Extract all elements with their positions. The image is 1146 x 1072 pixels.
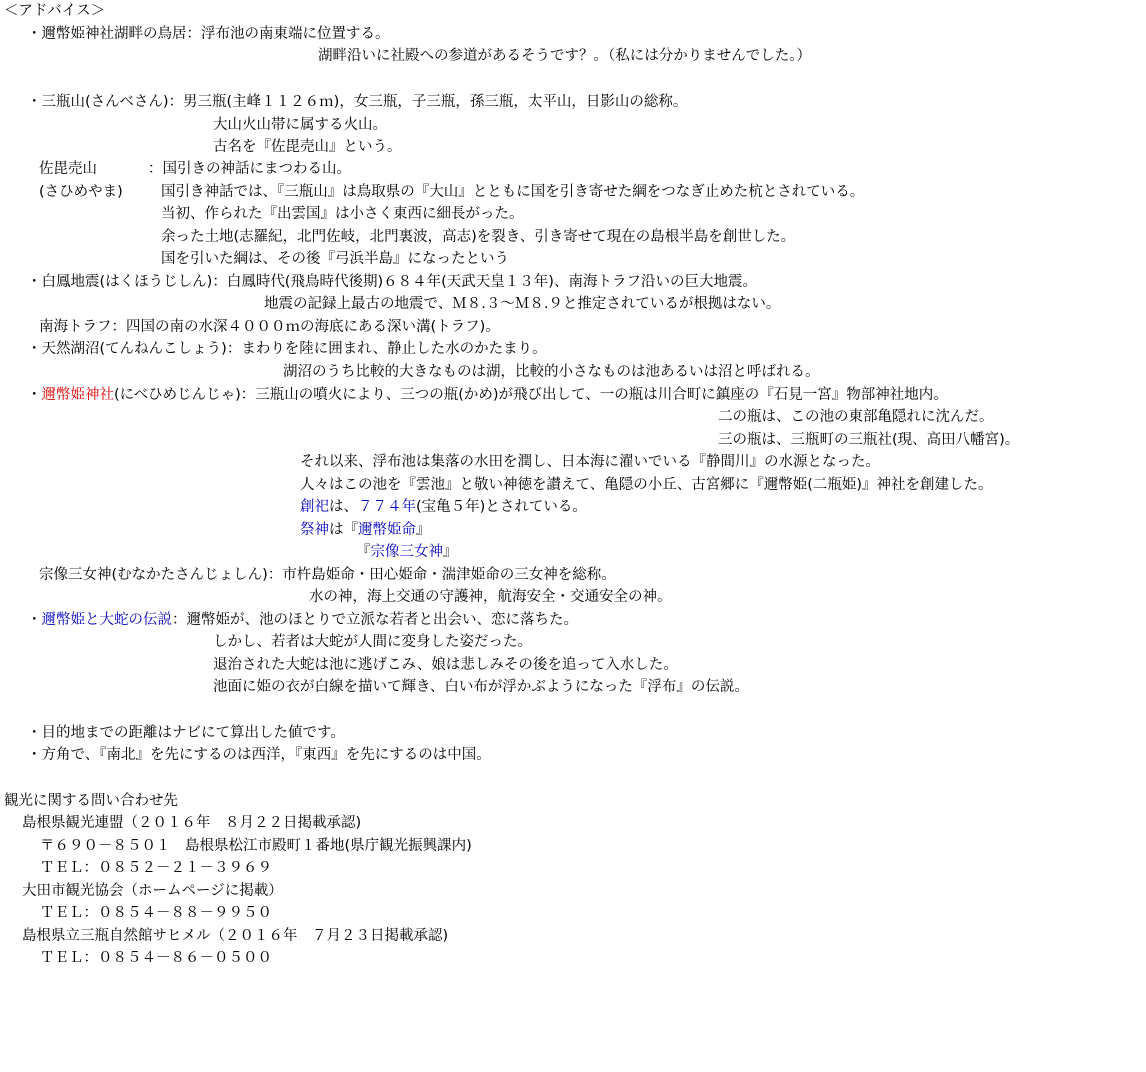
founded-tail: (宝亀５年)とされている。 <box>416 499 587 515</box>
sahime-def-4: 余った土地(志羅紀，北門佐岐，北門裏波，高志)を裂き、引き寄せて現在の島根半島を創世した。 <box>161 229 796 245</box>
sahimel-name: 島根県立三瓶自然館サヒメル（２０１６年 ７月２３日掲載承認) <box>22 928 449 944</box>
nankai-line: 南海トラフ：四国の南の水深４０００ｍの海底にある深い溝(トラフ)。 <box>39 319 500 335</box>
sanbe-line-1: ・三瓶山(さんべさん)：男三瓶(主峰１１２６ｍ)，女三瓶，子三瓶，孫三瓶，太平山，日影山の総称。 <box>27 94 688 110</box>
contacts-heading: 観光に関する問い合わせ先 <box>4 793 178 809</box>
founded-year: ７７４年 <box>358 499 416 515</box>
deity-2-close: 』 <box>443 544 458 560</box>
oda-name: 大田市観光協会（ホームページに掲載） <box>22 883 283 899</box>
koshou-line-2: 湖沼のうち比較的大きなものは湖，比較的小さなものは池あるいは沼と呼ばれる。 <box>283 364 820 380</box>
legend-line-1 <box>27 609 578 631</box>
munakata-line-1: 宗像三女神(むなかたさんじょしん)：市杵島姫命・田心姫命・湍津姫命の三女神を総称。 <box>39 567 616 583</box>
shimane-address: 〒６９０－８５０１ 島根県松江市殿町１番地(県庁観光振興課内) <box>40 838 472 854</box>
sahime-def-3: 当初、作られた『出雲国』は小さく東西に細長がった。 <box>161 206 524 222</box>
legend-line-2: しかし、若者は大蛇が人間に変身した姿だった。 <box>213 634 532 650</box>
deity-close: 』 <box>416 522 431 538</box>
legend-title: 邇幣姫と大蛇の伝説 <box>41 612 172 628</box>
munakata-line-2: 水の神，海上交通の守護神，航海安全・交通安全の神。 <box>309 589 672 605</box>
shimane-name: 島根県観光連盟（２０１６年 ８月２２日掲載承認) <box>22 815 362 831</box>
shrine-founded <box>300 496 587 518</box>
sahime-def-1: ：国引きの神話にまつわる山。 <box>148 161 351 177</box>
shrine-line-5: 人々はこの池を『雲池』と敬い神徳を讃えて、亀隠の小丘、古宮郷に『邇幣姫(二瓶姫)』神社を創建した。 <box>300 477 993 493</box>
sahime-def-2: 国引き神話では、『三瓶山』は鳥取県の『大山』とともに国を引き寄せた綱をつなぎ止めた杭とされている。 <box>161 184 865 200</box>
torii-line-2: 湖畔沿いに社殿への参道があるそうです？。（私には分かりませんでした。） <box>318 48 811 64</box>
oda-tel: ＴＥＬ：０８５４－８８－９９５０ <box>40 905 272 921</box>
deity-2-open: 『 <box>356 544 371 560</box>
deity-label: 祭神 <box>300 522 329 538</box>
shrine-deity-1 <box>300 519 431 541</box>
legend-line-3: 退治された大蛇は池に逃げこみ、娘は悲しみその後を追って入水した。 <box>213 657 678 673</box>
sanbe-line-3: 古名を『佐毘売山』という。 <box>213 139 402 155</box>
hakuho-line-1: ・白鳳地震(はくほうじしん)：白鳳時代(飛鳥時代後期)６８４年(天武天皇１３年)、南海トラフ沿いの巨大地震。 <box>27 274 757 290</box>
shrine-deity-2 <box>356 541 458 563</box>
shrine-line-2: 二の瓶は、この池の東部亀隠れに沈んだ。 <box>718 409 994 425</box>
shrine-bullet: ・ <box>27 387 42 403</box>
sahime-reading: (さひめやま) <box>39 184 123 200</box>
founded-label: 創祀 <box>300 499 329 515</box>
sanbe-line-2: 大山火山帯に属する火山。 <box>213 117 387 133</box>
founded-mid: は、 <box>329 499 358 515</box>
advice-heading: ＜アドバイス＞ <box>4 3 106 19</box>
hakuho-line-2: 地震の記録上最古の地震で、Ｍ８.３～Ｍ８.９と推定されているが根拠はない。 <box>264 296 781 312</box>
shrine-line-4: それ以来、浮布池は集落の水田を潤し、日本海に濯いでいる『静間川』の水源となった。 <box>300 454 880 470</box>
shrine-line-1-rest: (にべひめじんじゃ)：三瓶山の噴火により、三つの瓶(かめ)が飛び出して、一の瓶は川合町に鎮座の『石見一宮』物部神社地内。 <box>114 387 948 403</box>
shrine-line-1 <box>27 384 948 406</box>
shrine-line-3: 三の瓶は、三瓶町の三瓶社(現、高田八幡宮)。 <box>718 432 1020 448</box>
deity-1: 邇幣姫命 <box>358 522 416 538</box>
legend-line-4: 池面に姫の衣が白線を描いて輝き、白い布が浮かぶようになった『浮布』の伝説。 <box>213 679 749 695</box>
sahime-term: 佐毘売山 <box>39 161 97 177</box>
legend-bullet: ・ <box>27 612 42 628</box>
deity-mid: は『 <box>329 522 358 538</box>
note-distance: ・目的地までの距離はナビにて算出した値です。 <box>27 725 345 741</box>
deity-2: 宗像三女神 <box>370 544 443 560</box>
sahime-def-5: 国を引いた綱は、その後『弓浜半島』になったという <box>161 251 509 267</box>
note-direction: ・方角で、『南北』を先にするのは西洋，『東西』を先にするのは中国。 <box>27 747 491 763</box>
shrine-name: 邇幣姫神社 <box>41 387 114 403</box>
sahimel-tel: ＴＥＬ：０８５４－８６－０５００ <box>40 950 272 966</box>
koshou-line-1: ・天然湖沼(てんねんこしょう)：まわりを陸に囲まれ、静止した水のかたまり。 <box>27 341 547 357</box>
torii-line-1: ・邇幣姫神社湖畔の鳥居：浮布池の南東端に位置する。 <box>27 26 390 42</box>
shimane-tel: ＴＥＬ：０８５２－２１－３９６９ <box>40 860 272 876</box>
legend-line-1-rest: ：邇幣姫が、池のほとりで立派な若者と出会い、恋に落ちた。 <box>172 612 578 628</box>
